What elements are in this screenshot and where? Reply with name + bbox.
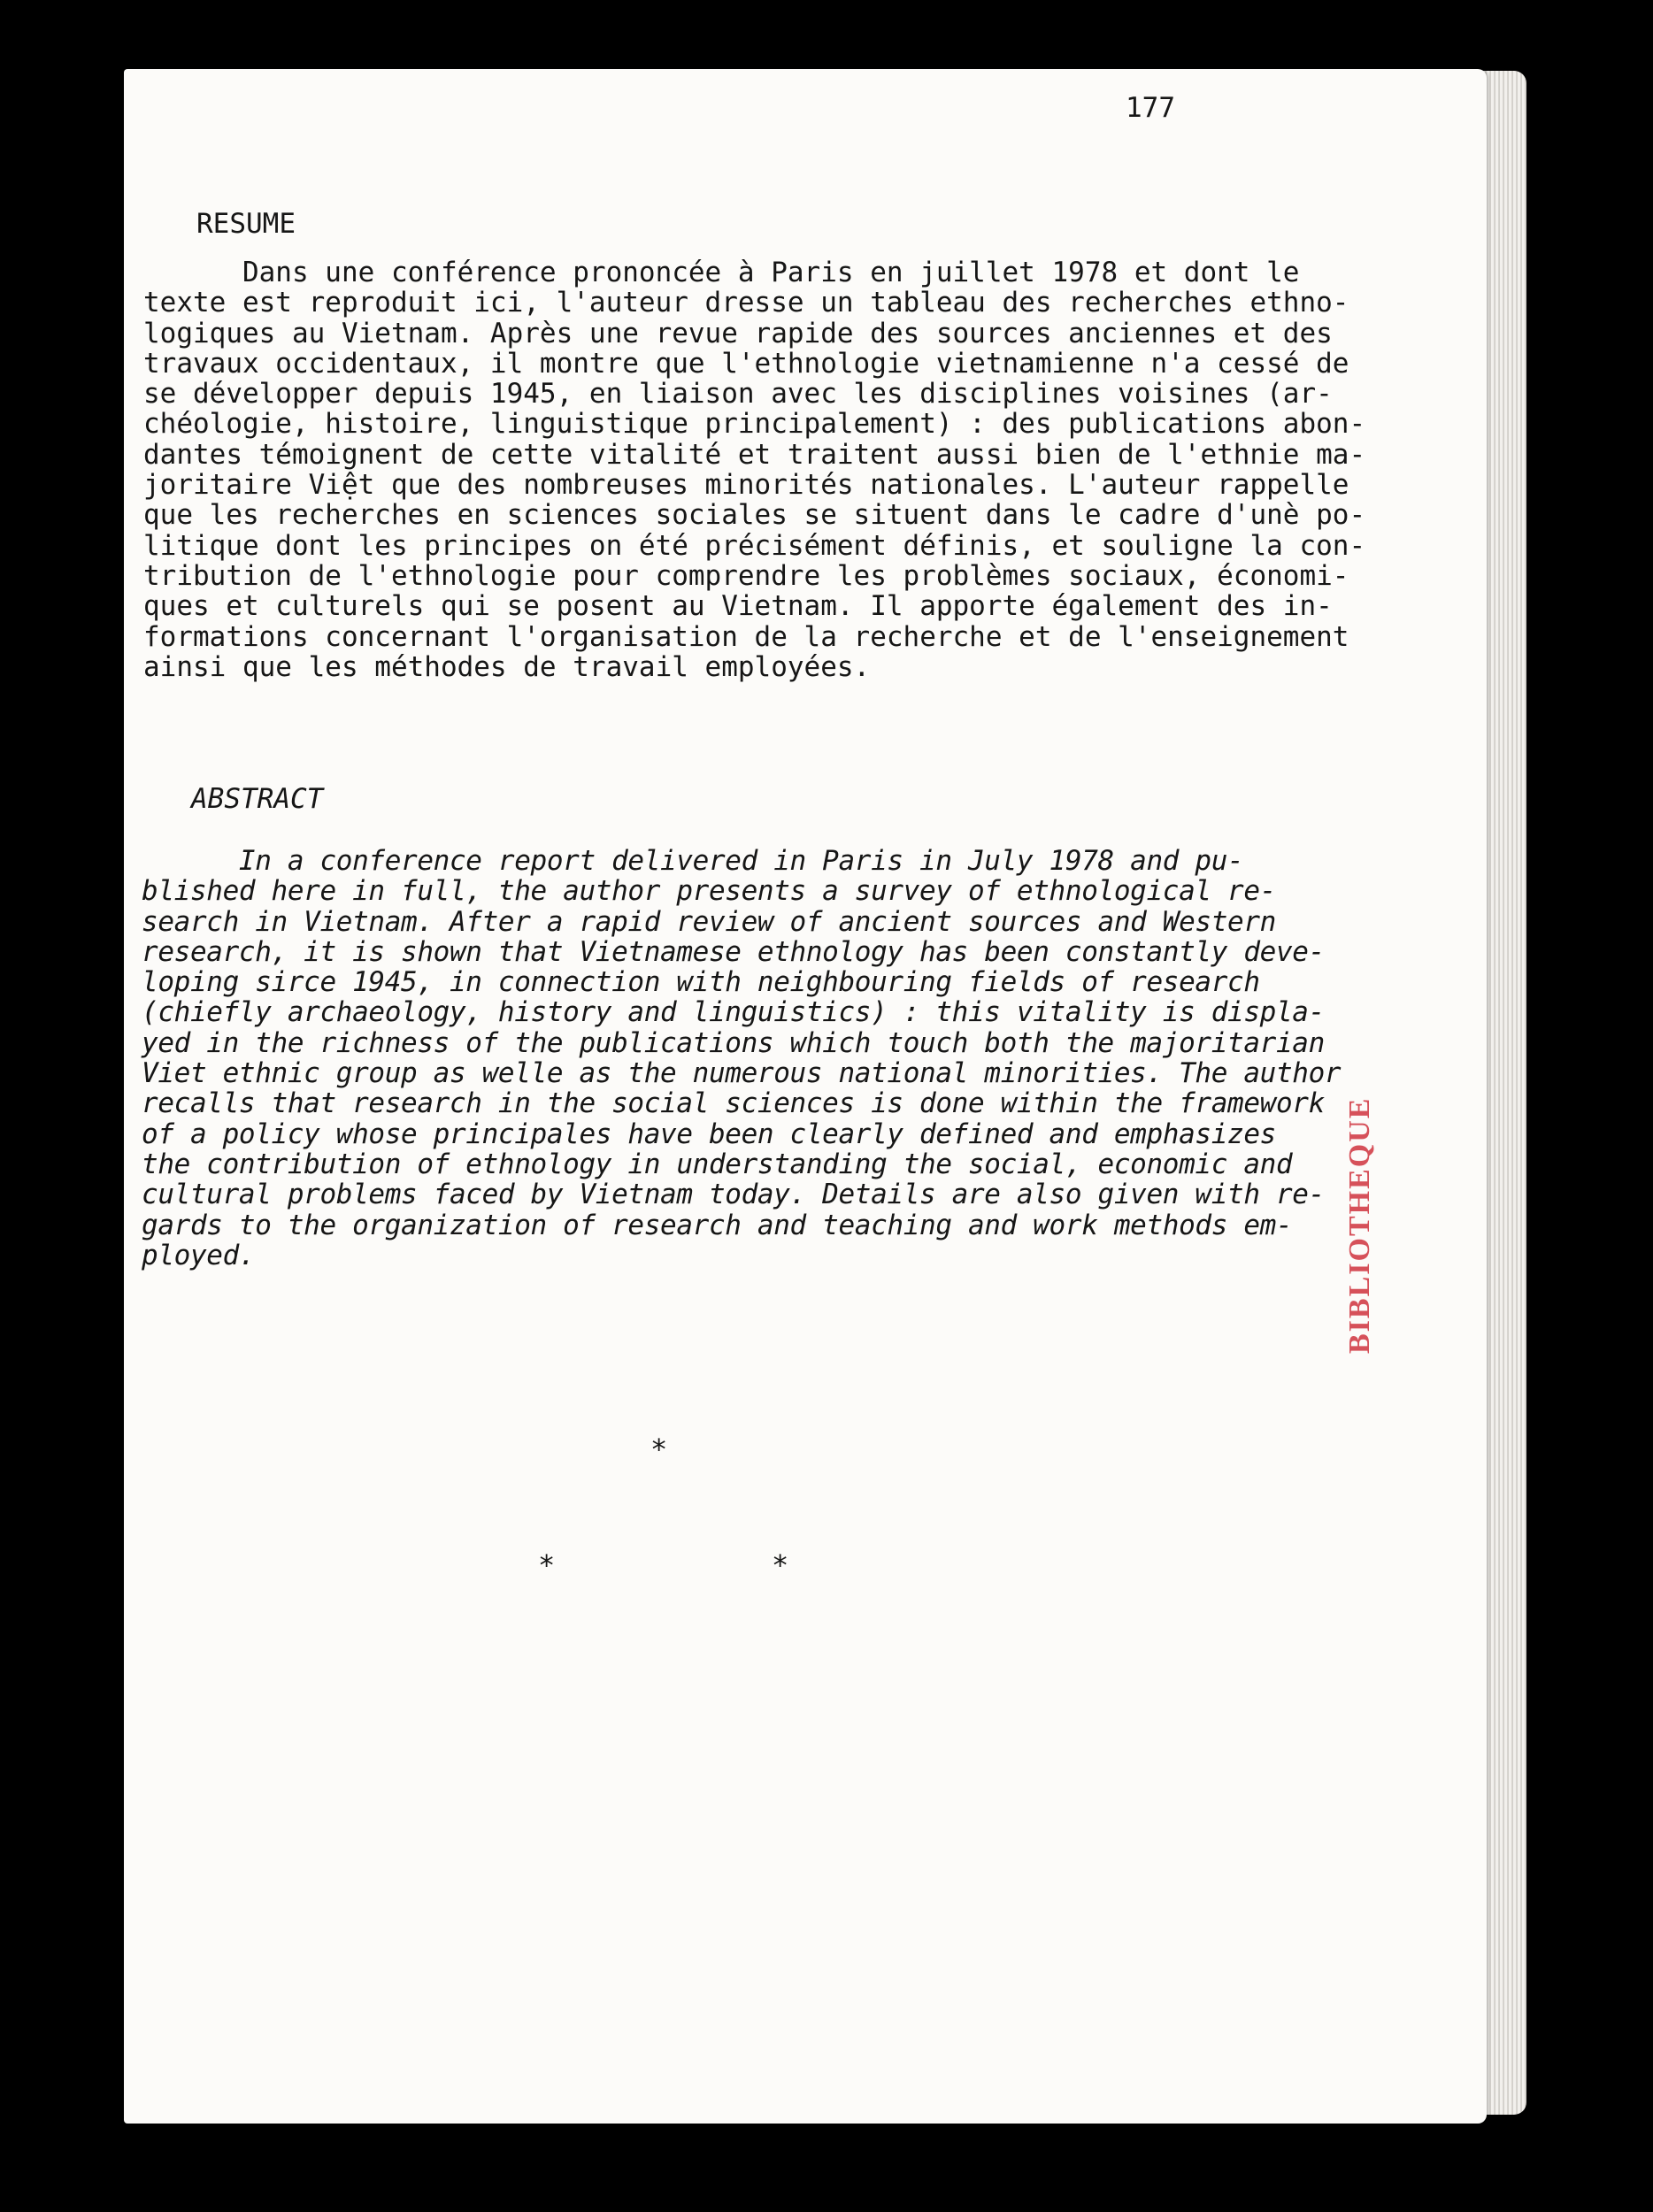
library-stamp: BIBLIOTHEQUE xyxy=(1343,1096,1376,1354)
resume-paragraph: Dans une conférence prononcée à Paris en juillet 1978 et dont le texte est reproduit ici, l'auteur dresse un tableau des recherches ethno- logiques au Vietnam. Après une revue rapide des sources anciennes et des travaux occidentaux, il montre que l'ethnologie vietnamienne n'a cessé de se développer depuis 1945, en liaison avec les disciplines voisines (ar- chéologie, histoire, linguistique principalement) : des publications abon- dantes témoignent de cette vitalité et traitent aussi bien de l'ethnie ma- joritaire Việt que des nombreuses minorités nationales. L'auteur rappelle que les recherches en sciences sociales se situent dans le cadre d'unè po- litique dont les principes on été précisément définis, et souligne la con- tribution de l'ethnologie pour comprendre les problèmes sociaux, économi- ques et culturels qui se posent au Vietnam. Il apporte également des in- formations concernant l'organisation de la recherche et de l'enseignement ainsi que les méthodes de travail employées. xyxy=(143,257,1366,683)
resume-heading: RESUME xyxy=(196,208,296,240)
abstract-heading: ABSTRACT xyxy=(191,783,324,815)
page-number: 177 xyxy=(1126,92,1175,124)
separator-asterisk-left: * xyxy=(538,1548,556,1582)
abstract-paragraph: In a conference report delivered in Paris in July 1978 and pu- blished here in full, the author presents a survey of ethnological re- search in Vietnam. After a rapid review of ancient sources and Western research, it is shown that Vietnamese ethnology has been constantly deve- loping sirce 1945, in connection with neighbouring fields of research (chiefly archaeology, history and linguistics) : this vitality is displa- yed in the richness of the publications which touch both the majoritarian Viet ethnic group as welle as the numerous national minorities. The author recalls that research in the social sciences is done within the framework of a policy whose principales have been clearly defined and emphasizes the contribution of ethnology in understanding the social, economic and cultural problems faced by Vietnam today. Details are also given with re- gards to the organization of research and teaching and work methods em- ployed. xyxy=(142,845,1342,1271)
separator-asterisk-right: * xyxy=(772,1548,789,1582)
separator-asterisk-top: * xyxy=(650,1432,668,1466)
